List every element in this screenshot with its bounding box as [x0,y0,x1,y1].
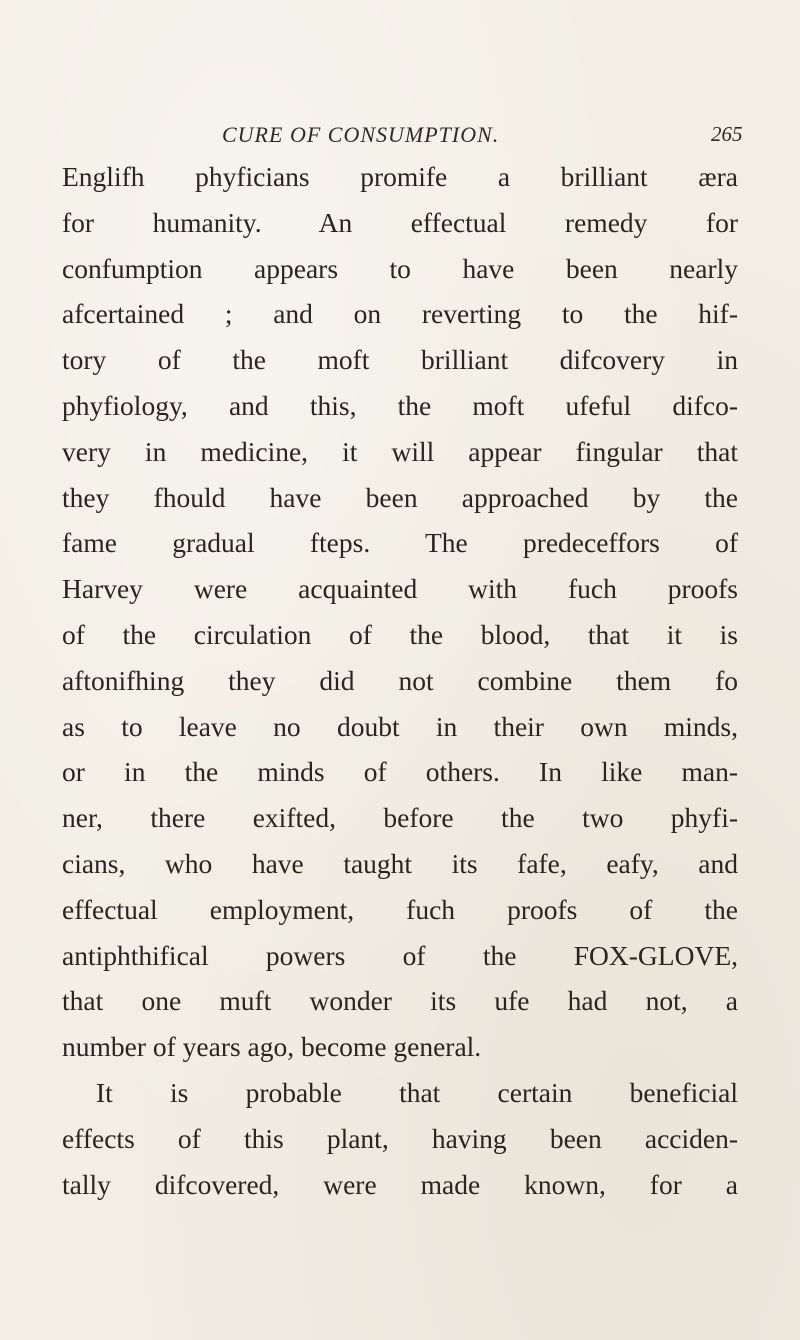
text-line: as to leave no doubt in their own minds, [62,710,738,742]
text-line: aftonifhing they did not combine them fo [62,664,738,696]
body-text [62,154,738,1207]
text-line: cians, who have taught its fafe, eafy, and [62,847,738,879]
text-line: fame gradual fteps. The predeceffors of [62,527,738,559]
text-line: of the circulation of the blood, that it is [62,618,738,650]
text-line: effects of this plant, having been acciden- [62,1122,738,1154]
text-line: tally difcovered, were made known, for a [62,1168,738,1200]
text-line: antiphthifical powers of the FOX-GLOVE, [62,939,738,971]
text-line: effectual employment, fuch proofs of the [62,893,738,925]
page-number: 265 [711,122,743,146]
text-line: It is probable that certain beneficial [96,1076,738,1108]
text-line: ner, there exifted, before the two phyfi- [62,802,738,834]
running-head: CURE OF CONSUMPTION. [222,122,500,147]
text-line: tory of the moft brilliant difcovery in [62,344,738,376]
text-line: they fhould have been approached by the [62,481,738,513]
text-line: Harvey were acquainted with fuch proofs [62,573,738,605]
text-line: confumption appears to have been nearly [62,252,738,284]
text-line: or in the minds of others. In like man- [62,756,738,788]
text-line: phyfiology, and this, the moft ufeful difco- [62,389,738,421]
text-line: that one muft wonder its ufe had not, a [62,985,738,1017]
text-line: afcertained ; and on reverting to the hif- [62,298,738,330]
text-line: Englifh phyficians promife a brilliant æra [62,161,738,192]
text-line: number of years ago, become general. [62,1031,482,1063]
text-line: very in medicine, it will appear fingular that [62,435,738,467]
text-line: for humanity. An effectual remedy for [62,206,738,238]
